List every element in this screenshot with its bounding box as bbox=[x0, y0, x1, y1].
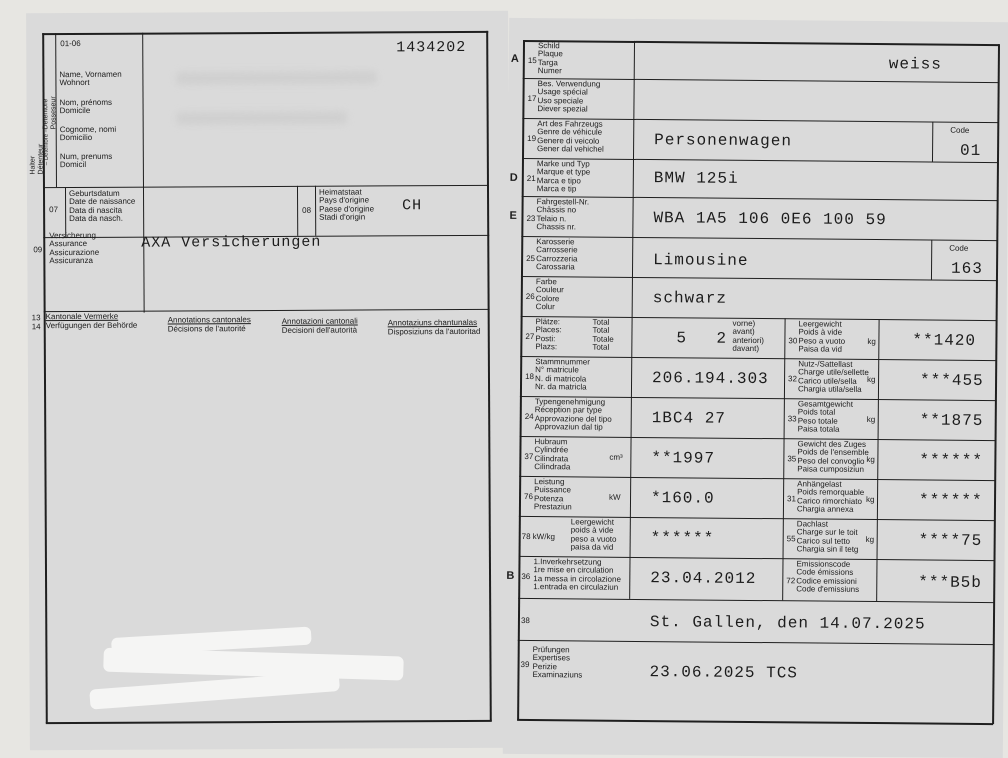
emission-label: Emissionscode Code émissions Codice emissioni Code d'emissiuns bbox=[796, 559, 860, 594]
pair-r-value: ****** bbox=[918, 491, 983, 510]
first-reg-number: 36 bbox=[521, 571, 531, 582]
home-country-value: CH bbox=[402, 197, 423, 215]
pair-r-unit: kg bbox=[865, 534, 875, 545]
pair-label: Hubraum Cylindrée Cilindrata Cilindrada bbox=[534, 437, 571, 472]
pair-value: *160.0 bbox=[650, 489, 715, 508]
pair-r-label: Nutz-/Sattellast Charge utile/sellette Carico utile/sella Chargia utila/sella bbox=[797, 359, 869, 394]
row-number: 26 bbox=[525, 291, 535, 302]
body-code: 163 bbox=[950, 259, 983, 278]
pair-label: Stammnummer N° matricule N. di matricola Nr. da matricla bbox=[534, 357, 590, 392]
pair-r-unit: kg bbox=[866, 454, 875, 465]
pair-label: Leistung Puissance Potenza Prestaziun bbox=[533, 477, 572, 512]
pair-r-value: ***455 bbox=[919, 371, 984, 390]
row-number: 19 bbox=[527, 133, 537, 144]
make-type-value: BMW 125i bbox=[653, 169, 739, 188]
pair-r-number: 32 bbox=[788, 374, 798, 384]
pair-r-number: 35 bbox=[787, 454, 797, 464]
pair-r-value: **1875 bbox=[919, 411, 984, 430]
annotations-number-14: 14 bbox=[31, 322, 41, 332]
empty-weight-value: **1420 bbox=[912, 331, 977, 350]
birthdate-number: 07 bbox=[49, 205, 59, 215]
row-number: 21 bbox=[526, 173, 536, 184]
emission-value: ***B5b bbox=[918, 573, 982, 592]
left-page bbox=[26, 11, 515, 751]
vehicle-kind-code: 01 bbox=[959, 141, 982, 160]
pair-r-number: 31 bbox=[786, 494, 796, 504]
pair-r-number: 33 bbox=[787, 414, 797, 424]
code-label: Code bbox=[949, 243, 969, 253]
row-letter: B bbox=[506, 569, 515, 582]
chassis-value: WBA 1A5 106 0E6 100 59 bbox=[653, 209, 887, 230]
tape-residue bbox=[89, 671, 340, 710]
pair-r-label: Dachlast Charge sur le toit Carico sul tetto Chargia sin il tetg bbox=[796, 519, 859, 554]
tape-residue bbox=[103, 648, 404, 681]
annotations-it: Annotazioni cantonali bbox=[281, 316, 358, 326]
inspection-number: 39 bbox=[520, 659, 530, 670]
pair-unit: kW/kg bbox=[532, 532, 555, 542]
place-date-value: St. Gallen, den 14.07.2025 bbox=[649, 613, 926, 634]
inspection-value: 23.06.2025 TCS bbox=[649, 663, 799, 683]
empty-weight-label: Leergewicht Poids à vide Peso a vuoto Paisa da vid bbox=[798, 319, 846, 354]
row-letter: D bbox=[509, 171, 518, 184]
pair-r-unit: kg bbox=[867, 374, 876, 385]
pair-r-unit: kg bbox=[866, 414, 876, 425]
pair-r-label: Anhängelast Poids remorquable Carico rimorchiato Chargia annexa bbox=[796, 479, 865, 514]
seats-number: 27 bbox=[525, 331, 535, 342]
pair-number: 76 bbox=[524, 491, 533, 502]
home-country-number: 08 bbox=[302, 205, 312, 215]
pair-unit: cm³ bbox=[609, 452, 623, 462]
special-use-label: Bes. Verwendung Usage spécial Uso speciale Diever spezial bbox=[537, 79, 601, 114]
pair-r-number: 55 bbox=[786, 534, 796, 544]
home-country-label: Heimatstaat Pays d'origine Paese d'origine Stadi d'origin bbox=[318, 187, 375, 222]
right-page bbox=[503, 18, 1008, 758]
body-value: Limousine bbox=[653, 251, 749, 270]
registration-number: 1434202 bbox=[396, 38, 467, 57]
pair-number: 24 bbox=[524, 411, 534, 422]
seats-total: 5 bbox=[676, 329, 688, 348]
make-type-label: Marke und Typ Marque et type Marca e tipo Marca e tip bbox=[536, 159, 591, 194]
seats-front: 2 bbox=[716, 329, 728, 348]
row-number: 17 bbox=[527, 93, 537, 104]
row-number: 25 bbox=[526, 253, 536, 264]
redacted-address bbox=[177, 112, 347, 125]
seats-label: Plätze: Places: Posti: Plazs: bbox=[535, 317, 562, 352]
pair-label: Leergewicht poids à vide peso a vuoto paisa da vid bbox=[570, 517, 617, 552]
name-label-it: Cognome, nomi Domicilio bbox=[59, 124, 117, 143]
pair-r-label: Gewicht des Zuges Poids de l'ensemble Peso del convoglio Paisa cumposiziun bbox=[797, 439, 869, 474]
chassis-label: Fahrgestell-Nr. Châssis no Telaio n. Chassis nr. bbox=[536, 197, 590, 232]
pair-value: ****** bbox=[650, 529, 715, 548]
seats-total-label: Total Total Totale Total bbox=[592, 317, 614, 352]
annotations-fr-sub: Décisions de l'autorité bbox=[167, 324, 246, 334]
color-value: schwarz bbox=[652, 289, 728, 308]
pair-number: 18 bbox=[525, 371, 535, 382]
annotations-it-sub: Decisioni dell'autorità bbox=[281, 325, 358, 335]
holder-vertical-label-2: Detentore Posseseur bbox=[42, 96, 58, 130]
name-label-fr: Nom, prénoms Domicile bbox=[59, 97, 113, 116]
inspection-label: Prüfungen Expertises Perizie Examinaziuns bbox=[532, 645, 583, 680]
annotations-fr: Annotations cantonales bbox=[167, 315, 251, 325]
pair-unit: kW bbox=[609, 492, 621, 502]
holder-vertical-label: Halter Détenteur bbox=[29, 143, 45, 175]
name-label-rm: Num, prenums Domicil bbox=[59, 151, 113, 170]
empty-weight-number: 30 bbox=[788, 336, 798, 346]
pair-label: Typengenehmigung Réception par type Approvazione del tipo Approvaziun dal tip bbox=[534, 397, 612, 432]
first-reg-label: 1.Inverkehrsetzung 1re mise en circulation 1a messa in circolazione 1.entrada en circulaziun bbox=[533, 557, 621, 592]
first-reg-value: 23.04.2012 bbox=[650, 569, 757, 589]
plate-label: Schild Plaque Targa Numer bbox=[537, 41, 563, 76]
annotations-rm-sub: Disposiziuns da l'autoritad bbox=[387, 326, 481, 337]
pair-r-value: ****75 bbox=[918, 531, 983, 550]
pair-value: **1997 bbox=[651, 449, 716, 468]
pair-r-value: ****** bbox=[919, 451, 984, 470]
code-label: Code bbox=[950, 125, 970, 135]
pair-value: 1BC4 27 bbox=[651, 409, 727, 428]
row-number: 23 bbox=[526, 213, 536, 224]
birthdate-label: Geburtsdatum Date de naissance Data di nascita Data da nasch. bbox=[68, 188, 136, 223]
pair-number: 78 bbox=[521, 531, 531, 542]
pair-r-label: Gesamtgewicht Poids total Peso totale Paisa totala bbox=[797, 399, 854, 434]
vehicle-kind-label: Art des Fahrzeugs Genre de véhicule Genere di veicolo Gener dal vehichel bbox=[537, 119, 604, 154]
annotations-de-sub: Verfügungen der Behörde bbox=[45, 320, 138, 331]
redacted-name bbox=[176, 71, 376, 84]
color-label: Farbe Couleur Colore Colur bbox=[535, 277, 564, 312]
name-label: Name, Vornamen Wohnort bbox=[59, 69, 122, 88]
insurance-number: 09 bbox=[33, 245, 43, 255]
form-number: 01-06 bbox=[60, 38, 81, 49]
row-letter: A bbox=[510, 52, 519, 65]
annotations-de: Kantonale Vermerke bbox=[45, 311, 119, 322]
holder-vertical-label-3: – Detentore – bbox=[43, 128, 50, 166]
row-number: 15 bbox=[527, 55, 537, 66]
place-date-number: 38 bbox=[520, 615, 530, 626]
annotations-rm: Annotaziuns chantunalas bbox=[387, 317, 478, 328]
pair-number: 37 bbox=[524, 451, 534, 462]
pair-r-unit: kg bbox=[865, 494, 875, 505]
insurance-label: Versicherung Assurance Assicurazione Assicuranza bbox=[49, 230, 100, 266]
pair-value: 206.194.303 bbox=[652, 369, 769, 389]
seats-front-label: vorne) avant) anteriori) davant) bbox=[732, 318, 765, 353]
vehicle-kind-value: Personenwagen bbox=[654, 131, 793, 151]
insurance-value: AXA Versicherungen bbox=[141, 233, 322, 252]
row-letter: E bbox=[509, 209, 517, 222]
body-label: Karosserie Carrosserie Carrozzeria Carossaria bbox=[536, 237, 578, 272]
annotations-number-13: 13 bbox=[31, 313, 41, 323]
emission-number: 72 bbox=[786, 576, 796, 586]
plate-value: weiss bbox=[888, 55, 942, 74]
empty-weight-unit: kg bbox=[867, 336, 876, 347]
